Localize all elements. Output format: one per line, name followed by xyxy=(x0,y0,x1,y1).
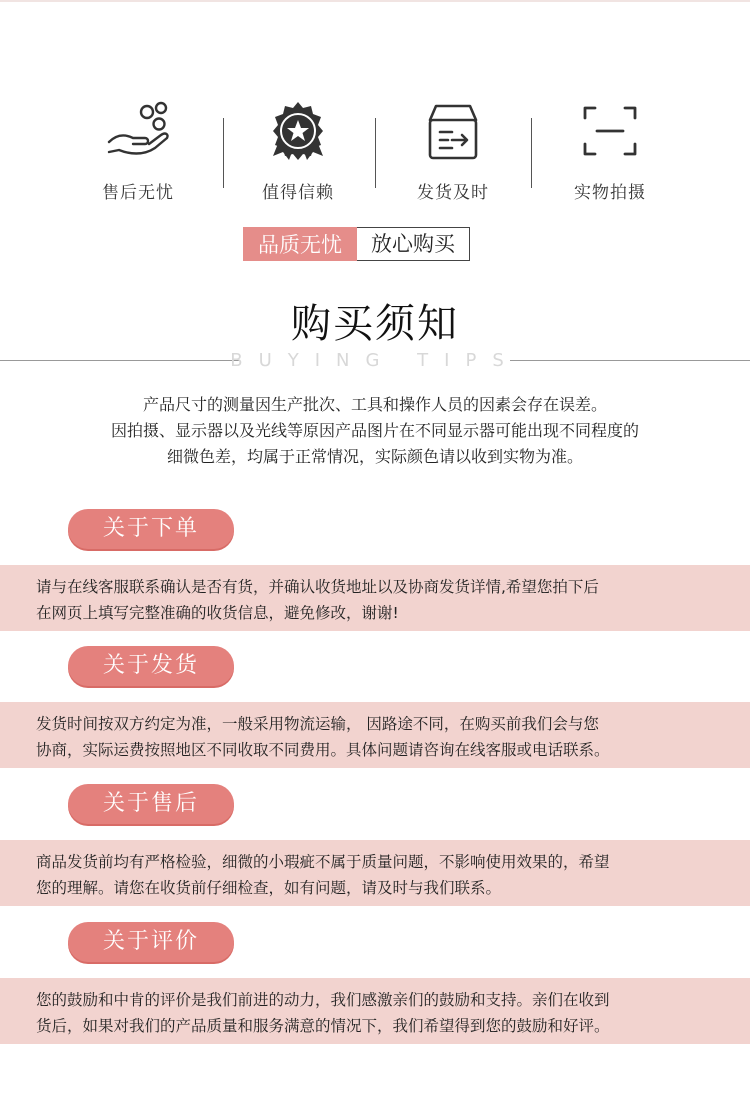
hand-coins-icon xyxy=(103,100,173,162)
feature-label: 值得信赖 xyxy=(262,183,334,203)
star-badge-icon xyxy=(267,100,329,162)
page-subtitle: BUYING TIPS xyxy=(230,350,520,371)
feature-fast-shipping xyxy=(383,100,523,203)
shipping-box-icon xyxy=(422,100,484,162)
section-line: 货后，如果对我们的产品质量和服务满意的情况下，我们希望得到您的鼓励和好评。 xyxy=(36,1017,610,1035)
feature-after-sales xyxy=(68,100,208,203)
section-line: 商品发货前均有严格检验，细微的小瑕疵不属于质量问题，不影响使用效果的，希望 xyxy=(36,853,610,871)
section-heading-after-sales: 关于售后 xyxy=(68,784,234,824)
quality-tags xyxy=(243,227,470,261)
section-heading-order: 关于下单 xyxy=(68,509,234,549)
intro-paragraph xyxy=(50,392,700,470)
section-body-shipping xyxy=(0,702,750,768)
intro-line: 因拍摄、显示器以及光线等原因产品图片在不同显示器可能出现不同程度的 xyxy=(110,421,639,440)
feature-label: 发货及时 xyxy=(417,183,489,203)
intro-line: 产品尺寸的测量因生产批次、工具和操作人员的因素会存在误差。 xyxy=(142,395,607,414)
feature-real-photos xyxy=(540,100,680,203)
section-line: 您的鼓励和中肯的评价是我们前进的动力，我们感激亲们的鼓励和支持。亲们在收到 xyxy=(36,991,610,1009)
section-line: 发货时间按双方约定为准，一般采用物流运输， 因路途不同，在购买前我们会与您 xyxy=(36,715,599,733)
feature-trust xyxy=(228,100,368,203)
section-body-reviews xyxy=(0,978,750,1044)
section-line: 在网页上填写完整准确的收货信息，避免修改，谢谢! xyxy=(36,604,399,622)
feature-divider xyxy=(531,118,532,188)
section-line: 请与在线客服联系确认是否有货，并确认收货地址以及协商发货详情,希望您拍下后 xyxy=(36,578,599,596)
camera-frame-icon xyxy=(579,100,641,162)
section-heading-shipping: 关于发货 xyxy=(68,646,234,686)
page-title: 购买须知 xyxy=(291,301,459,347)
section-line: 协商，实际运费按照地区不同收取不同费用。具体问题请咨询在线客服或电话联系。 xyxy=(36,741,610,759)
feature-divider xyxy=(375,118,376,188)
feature-row xyxy=(60,100,700,210)
feature-label: 实物拍摄 xyxy=(574,183,646,203)
intro-line: 细微色差，均属于正常情况，实际颜色请以收到实物为准。 xyxy=(166,447,583,466)
quality-tag: 品质无忧 xyxy=(243,227,357,261)
section-body-after-sales xyxy=(0,840,750,906)
top-divider xyxy=(0,0,750,2)
feature-divider xyxy=(223,118,224,188)
section-line: 您的理解。请您在收货前仔细检查，如有问题，请及时与我们联系。 xyxy=(36,879,502,897)
section-heading-reviews: 关于评价 xyxy=(68,922,234,962)
reassurance-tag: 放心购买 xyxy=(357,227,470,261)
section-body-order xyxy=(0,565,750,631)
feature-label: 售后无忧 xyxy=(102,183,174,203)
